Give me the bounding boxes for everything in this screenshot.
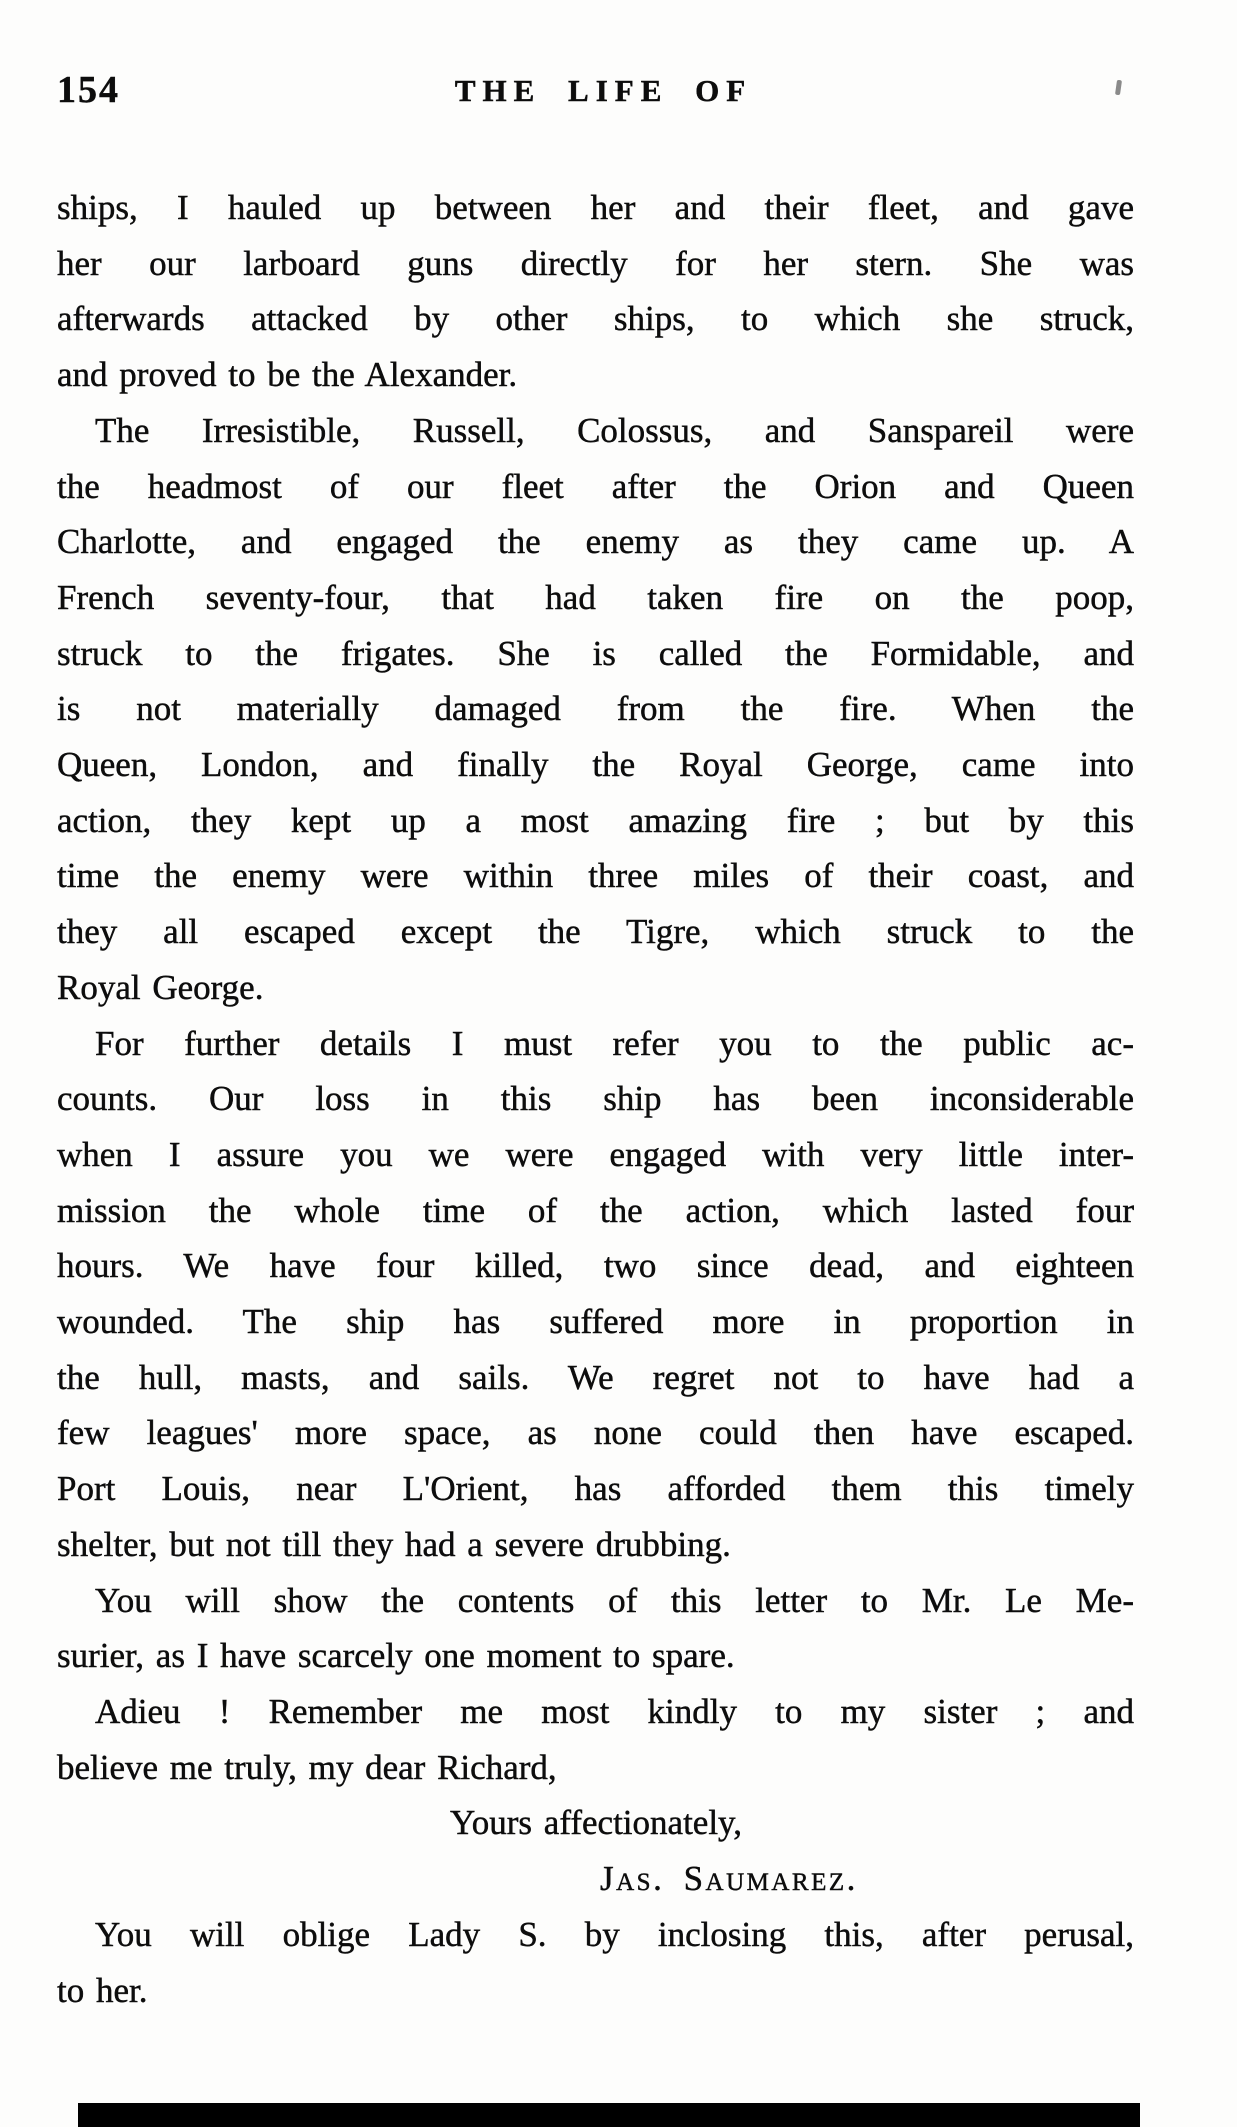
text-line: shelter, but not till they had a severe drubbing. — [57, 1524, 731, 1564]
text-line: action, they kept up a most amazing fire ; but by this — [57, 800, 1134, 840]
text-line: You will oblige Lady S. by inclosing this, after perusal, — [95, 1914, 1134, 1954]
text-line: French seventy-four, that had taken fire on the poop, — [57, 577, 1134, 617]
text-line: when I assure you we were engaged with very little inter- — [57, 1134, 1134, 1174]
text-line: Port Louis, near L'Orient, has afforded them this timely — [57, 1469, 1134, 1509]
text-line: You will show the contents of this letter to Mr. Le Me- — [95, 1580, 1134, 1620]
scan-artifact-bar — [78, 2103, 1140, 2127]
text-line: For further details I must refer you to the public ac- — [95, 1023, 1134, 1063]
text-line: and proved to be the Alexander. — [57, 355, 518, 395]
signature-name: Jas. Saumarez. — [600, 1859, 858, 1899]
text-line: ships, I hauled up between her and their fleet, and gave — [57, 188, 1134, 227]
text-line: Adieu ! Remember me most kindly to my sister ; and — [95, 1691, 1134, 1731]
text-column — [57, 180, 1134, 2018]
text-line: the hull, masts, and sails. We regret not to have had a — [57, 1357, 1134, 1397]
text-line: struck to the frigates. She is called the Formidable, and — [57, 633, 1134, 673]
text-line: afterwards attacked by other ships, to which she struck, — [57, 299, 1134, 339]
page-number: 154 — [57, 69, 120, 111]
text-line: counts. Our loss in this ship has been inconsiderable — [57, 1079, 1134, 1119]
text-line: Queen, London, and finally the Royal George, came into — [57, 745, 1134, 785]
running-head — [57, 70, 1180, 114]
text-line: mission the whole time of the action, which lasted four — [57, 1190, 1134, 1230]
text-line: the headmost of our fleet after the Orion and Queen — [57, 466, 1134, 506]
signature-closing: Yours affectionately, — [450, 1803, 743, 1843]
text-line: Royal George. — [57, 967, 264, 1007]
text-line: time the enemy were within three miles of their coast, and — [57, 856, 1134, 896]
text-line: wounded. The ship has suffered more in proportion in — [57, 1302, 1134, 1342]
running-title: THE LIFE OF — [454, 73, 753, 108]
text-line: is not materially damaged from the fire. When the — [57, 689, 1134, 729]
text-line: hours. We have four killed, two since dead, and eighteen — [57, 1246, 1134, 1286]
text-line: believe me truly, my dear Richard, — [57, 1747, 557, 1787]
text-line: to her. — [57, 1970, 148, 2010]
text-line: they all escaped except the Tigre, which struck to the — [57, 912, 1134, 952]
text-line: Charlotte, and engaged the enemy as they came up. A — [57, 522, 1134, 562]
text-line: surier, as I have scarcely one moment to spare. — [57, 1636, 735, 1676]
text-line: few leagues' more space, as none could then have escaped. — [57, 1413, 1134, 1453]
text-line: her our larboard guns directly for her stern. She was — [57, 243, 1134, 283]
text-line: The Irresistible, Russell, Colossus, and Sanspareil were — [95, 410, 1134, 450]
